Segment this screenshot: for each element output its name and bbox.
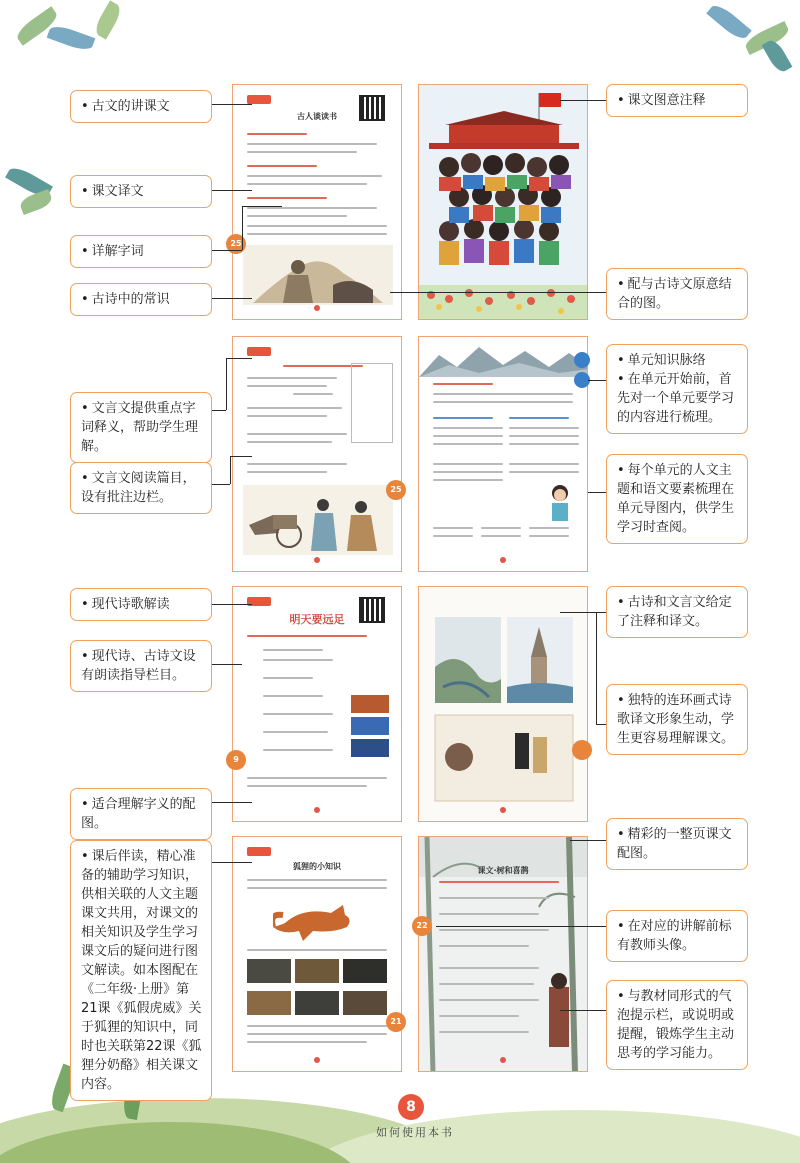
connector-line	[596, 724, 606, 725]
label-illustration-notes: • 课文图意注释	[606, 84, 748, 117]
connector-line	[212, 664, 242, 665]
page-number: 8	[398, 1094, 424, 1120]
page-footer	[419, 807, 587, 815]
page-badge	[572, 740, 592, 760]
sample-page-modern-poem	[232, 586, 402, 822]
connector-line	[588, 380, 606, 381]
sea-image-1	[351, 695, 389, 713]
connector-line	[212, 250, 242, 251]
landscape-header-illustration	[419, 337, 588, 377]
sample-page-ancient-reading	[232, 84, 402, 320]
sample-page-classical-text	[232, 336, 402, 572]
sample-page-full-illustration	[418, 836, 588, 1072]
label-word-explanation: • 详解字词	[70, 235, 212, 268]
fox-photo-4	[247, 991, 291, 1015]
connector-line	[560, 1010, 606, 1011]
label-after-class-reading: • 课后伴读，精心准备的辅助学习知识，供相关联的人文主题课文共用，对课文的相关知识及学生学习课文后的疑问进行图文解读。如本图配在《二年级·上册》第21课《狐假虎威》关于狐狸的知识中，同时也关联第22课《狐狸分奶酪》相关课文内容。	[70, 840, 212, 1101]
fox-photo-2	[295, 959, 339, 983]
label-unit-theme: • 每个单元的人文主题和语文要素梳理在单元导图内，供学生学习时查阅。	[606, 454, 748, 544]
page-tag	[247, 95, 271, 104]
connector-line	[560, 612, 596, 613]
page-badge: 21	[386, 1012, 406, 1032]
connector-line	[230, 456, 231, 484]
label-comic-translation: • 独特的连环画式诗歌译文形象生动，学生更容易理解课文。	[606, 684, 748, 755]
page-badge: 25	[386, 480, 406, 500]
connector-line	[560, 100, 606, 101]
sample-page-fox-knowledge	[232, 836, 402, 1072]
page-title: 古人谈读书	[297, 112, 337, 121]
connector-line	[212, 802, 252, 803]
connector-line	[212, 298, 252, 299]
book-footer-title: 如何使用本书	[376, 1126, 454, 1139]
fox-photo-3	[343, 959, 387, 983]
sea-image-2	[351, 717, 389, 735]
connector-line	[390, 292, 606, 293]
fox-photo-6	[343, 991, 387, 1015]
page-tag	[247, 847, 271, 856]
fox-photo-5	[295, 991, 339, 1015]
chariot-illustration	[243, 485, 393, 555]
label-classical-key-words: • 文言文提供重点字词释义，帮助学生理解。	[70, 392, 212, 463]
sample-page-comic-translation	[418, 586, 588, 822]
scholar-illustration	[243, 245, 393, 305]
fox-illustration	[273, 893, 363, 943]
connector-line	[212, 862, 252, 863]
page-badge: 9	[226, 750, 246, 770]
sample-page-unit-map	[418, 336, 588, 572]
label-ancient-text-lecture: • 古文的讲课文	[70, 90, 212, 123]
connector-line	[242, 206, 282, 207]
page-badge: 25	[226, 234, 246, 254]
connector-line	[570, 840, 606, 841]
connector-line	[588, 492, 606, 493]
page-title: 明天要远足	[289, 613, 345, 626]
comic-panels-illustration	[419, 587, 588, 822]
connector-line	[212, 604, 252, 605]
label-reading-guidance: • 现代诗、古诗文设有朗读指导栏目。	[70, 640, 212, 692]
label-teacher-avatar: • 在对应的讲解前标有教师头像。	[606, 910, 748, 962]
label-annotation-translation: • 古诗和文言文给定了注释和译文。	[606, 586, 748, 638]
fox-photo-1	[247, 959, 291, 983]
connector-line	[212, 410, 226, 411]
sea-image-3	[351, 739, 389, 757]
page-badge: 22	[412, 916, 432, 936]
connector-line	[596, 612, 597, 724]
label-modern-poetry: • 现代诗歌解读	[70, 588, 212, 621]
label-illustration-meaning: • 适合理解字义的配图。	[70, 788, 212, 840]
left-foliage-decoration	[0, 160, 60, 220]
page-footer	[233, 557, 401, 565]
label-bubble-hints: • 与教材同形式的气泡提示栏，或说明或提醒，锻炼学生主动思考的学习能力。	[606, 980, 748, 1070]
page-tag	[247, 347, 271, 356]
page-footer	[419, 557, 587, 565]
top-foliage-decoration	[0, 0, 800, 60]
sample-page-illustration-children	[418, 84, 588, 320]
label-full-page-illustration: • 精彩的一整页课文配图。	[606, 818, 748, 870]
connector-line	[230, 456, 252, 457]
student-figure	[543, 483, 577, 523]
connector-line	[226, 358, 227, 410]
page-title: 狐狸的小知识	[293, 862, 341, 871]
unit-marker	[574, 352, 590, 368]
page-footer	[419, 1057, 587, 1065]
page-footer	[233, 305, 401, 313]
label-matching-illustration: • 配与古诗文原意结合的图。	[606, 268, 748, 320]
connector-line	[226, 358, 252, 359]
label-text-translation: • 课文译文	[70, 175, 212, 208]
page-footer	[233, 1057, 401, 1065]
label-poem-knowledge: • 古诗中的常识	[70, 283, 212, 316]
label-classical-reading: • 文言文阅读篇目，设有批注边栏。	[70, 462, 212, 514]
connector-line	[212, 104, 252, 105]
page-footer	[233, 807, 401, 815]
connector-line	[242, 206, 243, 250]
children-tiananmen-illustration	[419, 85, 588, 320]
page-title: 课文·树和喜鹊	[477, 866, 529, 875]
connector-line	[436, 926, 606, 927]
connector-line	[212, 484, 230, 485]
connector-line	[212, 190, 252, 191]
connector-line	[596, 612, 606, 613]
label-unit-knowledge-map: • 单元知识脉络 • 在单元开始前，首先对一个单元要学习的内容进行梳理。	[606, 344, 748, 434]
